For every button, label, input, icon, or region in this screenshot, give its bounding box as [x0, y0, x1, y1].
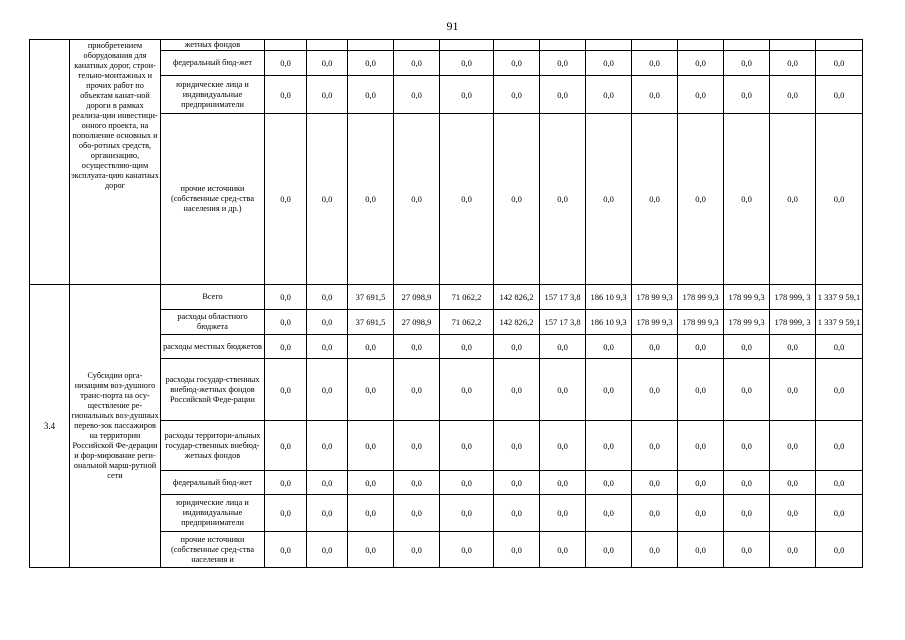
value-cell: 0,0: [586, 532, 632, 568]
value-cell: 157 17 3,8: [540, 310, 586, 335]
value-cell: 0,0: [724, 421, 770, 471]
value-cell: 0,0: [494, 359, 540, 421]
value-cell: 0,0: [494, 114, 540, 285]
value-cell: 0,0: [265, 495, 307, 532]
funding-source: расходы государ-ственных внебюд-жетных фондов Российской Феде-рации: [161, 359, 265, 421]
row-index: [30, 40, 70, 285]
value-cell: 0,0: [265, 285, 307, 310]
value-cell: 0,0: [770, 76, 816, 114]
value-cell: 0,0: [494, 495, 540, 532]
value-cell: 71 062,2: [440, 310, 494, 335]
value-cell: 0,0: [494, 335, 540, 359]
value-cell: 0,0: [394, 471, 440, 495]
value-cell: [586, 40, 632, 51]
value-cell: 1 337 9 59,1: [816, 285, 863, 310]
value-cell: 0,0: [632, 335, 678, 359]
value-cell: 0,0: [494, 76, 540, 114]
value-cell: 71 062,2: [440, 285, 494, 310]
value-cell: 0,0: [540, 421, 586, 471]
value-cell: 0,0: [540, 471, 586, 495]
block-b: [30, 285, 863, 568]
value-cell: [540, 40, 586, 51]
value-cell: 0,0: [440, 335, 494, 359]
value-cell: 0,0: [394, 76, 440, 114]
value-cell: 0,0: [265, 335, 307, 359]
value-cell: 0,0: [348, 532, 394, 568]
value-cell: 0,0: [770, 335, 816, 359]
value-cell: 0,0: [816, 359, 863, 421]
value-cell: 0,0: [540, 114, 586, 285]
value-cell: 0,0: [440, 421, 494, 471]
value-cell: 0,0: [307, 114, 348, 285]
value-cell: 0,0: [440, 495, 494, 532]
value-cell: 0,0: [348, 114, 394, 285]
value-cell: 0,0: [440, 359, 494, 421]
value-cell: 0,0: [770, 532, 816, 568]
value-cell: 0,0: [724, 114, 770, 285]
value-cell: 0,0: [307, 359, 348, 421]
funding-source: Всего: [161, 285, 265, 310]
value-cell: [394, 40, 440, 51]
value-cell: 0,0: [724, 335, 770, 359]
value-cell: [678, 40, 724, 51]
funding-source: расходы областного бюджета: [161, 310, 265, 335]
value-cell: 0,0: [265, 421, 307, 471]
value-cell: [348, 40, 394, 51]
value-cell: 0,0: [265, 114, 307, 285]
value-cell: 0,0: [540, 76, 586, 114]
value-cell: 0,0: [440, 471, 494, 495]
value-cell: 0,0: [678, 532, 724, 568]
value-cell: 0,0: [724, 471, 770, 495]
value-cell: 0,0: [348, 51, 394, 76]
funding-source: прочие источники (собственные сред-ства населения и: [161, 532, 265, 568]
value-cell: 0,0: [265, 359, 307, 421]
value-cell: 0,0: [586, 335, 632, 359]
value-cell: 27 098,9: [394, 285, 440, 310]
value-cell: [816, 40, 863, 51]
value-cell: 0,0: [394, 359, 440, 421]
value-cell: 0,0: [632, 114, 678, 285]
value-cell: 178 99 9,3: [632, 310, 678, 335]
value-cell: 0,0: [394, 495, 440, 532]
value-cell: 186 10 9,3: [586, 310, 632, 335]
measure-description: приобретением оборудования для канатных дорог, строи-тельно-монтажных и прочих работ по объектам канат-ной дороги в рамках реализа-ции инвестици-онного проекта, на пополнение основных и обо-ротных средств, организацию, осуществляю-щим эксплуата-цию канатных дорог: [70, 40, 161, 285]
table-row: [30, 40, 863, 51]
value-cell: [265, 40, 307, 51]
value-cell: 0,0: [586, 471, 632, 495]
value-cell: 0,0: [632, 532, 678, 568]
value-cell: 1 337 9 59,1: [816, 310, 863, 335]
funding-source: федеральный бюд-жет: [161, 51, 265, 76]
value-cell: 37 691,5: [348, 285, 394, 310]
value-cell: 178 99 9,3: [632, 285, 678, 310]
funding-source: юридические лица и индивидуальные предприниматели: [161, 495, 265, 532]
value-cell: 0,0: [632, 495, 678, 532]
value-cell: 0,0: [394, 51, 440, 76]
value-cell: 157 17 3,8: [540, 285, 586, 310]
value-cell: 0,0: [307, 532, 348, 568]
value-cell: 0,0: [632, 471, 678, 495]
value-cell: 0,0: [770, 359, 816, 421]
value-cell: 0,0: [586, 495, 632, 532]
value-cell: 0,0: [494, 471, 540, 495]
value-cell: 0,0: [816, 495, 863, 532]
value-cell: 0,0: [816, 114, 863, 285]
value-cell: 0,0: [632, 76, 678, 114]
value-cell: [724, 40, 770, 51]
value-cell: 0,0: [494, 421, 540, 471]
funding-source: федеральный бюд-жет: [161, 471, 265, 495]
value-cell: 0,0: [816, 51, 863, 76]
value-cell: 0,0: [307, 471, 348, 495]
table-row: [30, 285, 863, 310]
value-cell: [440, 40, 494, 51]
value-cell: 0,0: [265, 51, 307, 76]
value-cell: 0,0: [678, 359, 724, 421]
value-cell: 178 999, 3: [770, 310, 816, 335]
value-cell: 0,0: [540, 495, 586, 532]
value-cell: 142 826,2: [494, 310, 540, 335]
budget-table: [29, 39, 863, 568]
value-cell: 178 99 9,3: [724, 285, 770, 310]
measure-description: Субсидии орга-низациям воз-душного транс-порта на осу-ществление ре-гиональных воз-душных перево-зок пассажиров на территории Российской Фе-дерации и фор-мирование реги-ональной марш-рутной сети: [70, 285, 161, 568]
value-cell: 0,0: [632, 51, 678, 76]
value-cell: 0,0: [770, 114, 816, 285]
value-cell: 0,0: [307, 495, 348, 532]
value-cell: 0,0: [724, 532, 770, 568]
value-cell: 0,0: [770, 495, 816, 532]
value-cell: 0,0: [586, 359, 632, 421]
value-cell: 0,0: [770, 471, 816, 495]
value-cell: 0,0: [348, 495, 394, 532]
value-cell: 0,0: [586, 421, 632, 471]
value-cell: 0,0: [678, 76, 724, 114]
value-cell: 0,0: [265, 532, 307, 568]
value-cell: 0,0: [348, 471, 394, 495]
value-cell: 0,0: [348, 359, 394, 421]
value-cell: 0,0: [394, 335, 440, 359]
value-cell: [770, 40, 816, 51]
value-cell: 0,0: [678, 471, 724, 495]
value-cell: 0,0: [724, 495, 770, 532]
value-cell: [494, 40, 540, 51]
value-cell: 0,0: [724, 359, 770, 421]
value-cell: 0,0: [494, 532, 540, 568]
value-cell: 0,0: [770, 421, 816, 471]
value-cell: 0,0: [816, 335, 863, 359]
value-cell: 0,0: [440, 114, 494, 285]
value-cell: 0,0: [307, 421, 348, 471]
value-cell: 0,0: [724, 76, 770, 114]
value-cell: 186 10 9,3: [586, 285, 632, 310]
value-cell: 0,0: [348, 335, 394, 359]
value-cell: 0,0: [440, 532, 494, 568]
value-cell: 0,0: [632, 359, 678, 421]
value-cell: 0,0: [678, 51, 724, 76]
row-index: 3.4: [30, 285, 70, 568]
value-cell: 0,0: [265, 471, 307, 495]
funding-source: расходы территори-альных государ-ственных внебюд-жетных фондов: [161, 421, 265, 471]
value-cell: 0,0: [816, 532, 863, 568]
value-cell: 27 098,9: [394, 310, 440, 335]
value-cell: 178 999, 3: [770, 285, 816, 310]
value-cell: 0,0: [307, 76, 348, 114]
block-a: [30, 40, 863, 285]
value-cell: 37 691,5: [348, 310, 394, 335]
page-number: 91: [446, 19, 459, 33]
value-cell: 178 99 9,3: [678, 285, 724, 310]
value-cell: 0,0: [307, 335, 348, 359]
value-cell: 0,0: [816, 421, 863, 471]
value-cell: 0,0: [586, 114, 632, 285]
value-cell: 0,0: [816, 76, 863, 114]
value-cell: 0,0: [394, 114, 440, 285]
value-cell: 0,0: [440, 76, 494, 114]
value-cell: 0,0: [494, 51, 540, 76]
value-cell: 0,0: [770, 51, 816, 76]
funding-source: жетных фондов: [161, 40, 265, 51]
value-cell: 142 826,2: [494, 285, 540, 310]
value-cell: 0,0: [678, 335, 724, 359]
value-cell: 0,0: [348, 421, 394, 471]
value-cell: 0,0: [678, 114, 724, 285]
value-cell: 0,0: [307, 285, 348, 310]
value-cell: 0,0: [540, 532, 586, 568]
value-cell: 0,0: [724, 51, 770, 76]
value-cell: 0,0: [678, 421, 724, 471]
funding-source: расходы местных бюджетов: [161, 335, 265, 359]
value-cell: 0,0: [440, 51, 494, 76]
value-cell: 0,0: [394, 421, 440, 471]
value-cell: [632, 40, 678, 51]
value-cell: [307, 40, 348, 51]
value-cell: 0,0: [540, 359, 586, 421]
value-cell: 0,0: [586, 76, 632, 114]
value-cell: 178 99 9,3: [724, 310, 770, 335]
value-cell: 0,0: [540, 335, 586, 359]
value-cell: 0,0: [394, 532, 440, 568]
value-cell: 0,0: [816, 471, 863, 495]
value-cell: 0,0: [348, 76, 394, 114]
value-cell: 0,0: [265, 310, 307, 335]
value-cell: 178 99 9,3: [678, 310, 724, 335]
value-cell: 0,0: [632, 421, 678, 471]
value-cell: 0,0: [307, 51, 348, 76]
value-cell: 0,0: [307, 310, 348, 335]
funding-source: юридические лица и индивидуальные предприниматели: [161, 76, 265, 114]
funding-source: прочие источники (собственные сред-ства населения и др.): [161, 114, 265, 285]
value-cell: 0,0: [678, 495, 724, 532]
value-cell: 0,0: [586, 51, 632, 76]
value-cell: 0,0: [265, 76, 307, 114]
value-cell: 0,0: [540, 51, 586, 76]
